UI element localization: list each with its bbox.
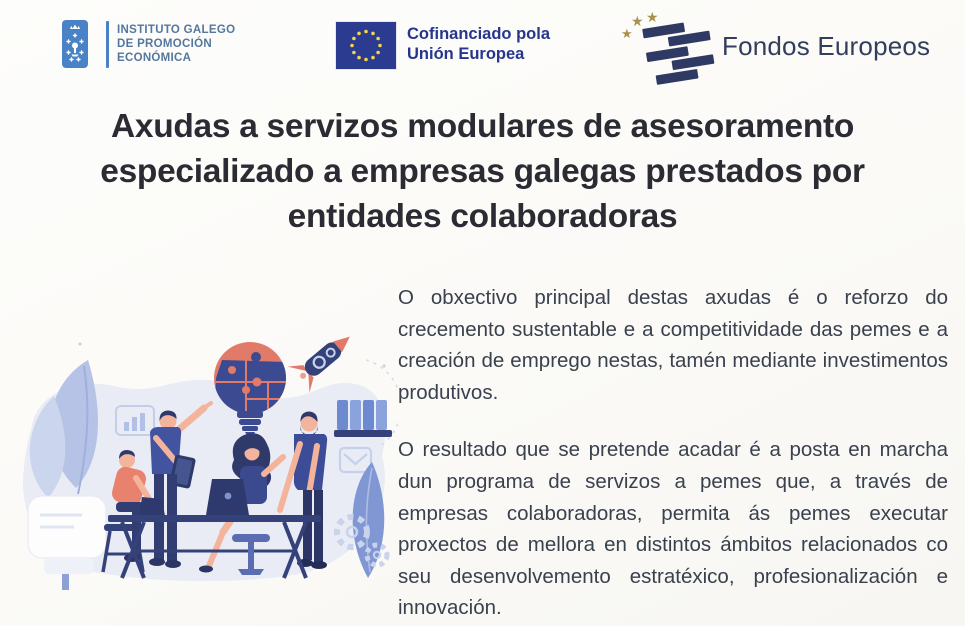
eu-cofinance-label — [407, 22, 550, 64]
illustration-canvas — [16, 326, 398, 604]
eu-cofinance-logo — [336, 22, 550, 69]
igape-name — [117, 20, 235, 65]
svg-text:★: ★ — [631, 14, 644, 30]
dot — [78, 342, 81, 345]
fondos-flag-icon — [616, 6, 716, 86]
laptop-small — [139, 497, 165, 516]
fondos-europeos-label: Fondos Europeos — [722, 30, 931, 61]
svg-text:★: ★ — [621, 27, 633, 42]
team-collaboration-illustration — [16, 326, 398, 604]
dot — [382, 364, 385, 367]
body-text — [398, 282, 948, 624]
igape-name-line: DE PROMOCIÓN — [117, 38, 212, 50]
paragraph-result: O resultado que se pretende acadar é a posta en marcha dun programa de servizos a pemes que, a través de empresas colaboradoras, permita ás pemes executar proxectos de mellora en distintos ámbitos relacionados co seu desenvolvemento estratéxico, profesionalización e innovación. — [398, 438, 948, 620]
logo-bar — [0, 0, 965, 100]
laptop-large — [206, 479, 249, 515]
igape-name-line: ECONÓMICA — [117, 52, 192, 64]
eu-cofinance-line: Unión Europea — [407, 44, 525, 63]
svg-text:★: ★ — [646, 10, 659, 26]
igape-name-line: INSTITUTO GALEGO — [117, 24, 236, 36]
rocket-icon — [288, 326, 361, 393]
page-title: Axudas a servizos modulares de asesoramento especializado a empresas galegas prestados por entidades colaboradoras — [100, 108, 865, 235]
igape-separator — [106, 21, 109, 68]
igape-logo — [62, 20, 235, 68]
igape-emblem-icon — [62, 20, 88, 68]
eu-cofinance-line: Cofinanciado pola — [407, 25, 551, 43]
eu-flag-icon — [336, 22, 396, 69]
paragraph-objective: O obxectivo principal destas axudas é o reforzo do crecemento sustentable e a competitividade das pemes e a creación de emprego nestas, tamén mediante investimentos produtivos. — [398, 286, 948, 404]
fondos-europeos-logo — [616, 6, 930, 86]
shelf-binders — [334, 400, 392, 437]
white-chair — [28, 496, 106, 590]
